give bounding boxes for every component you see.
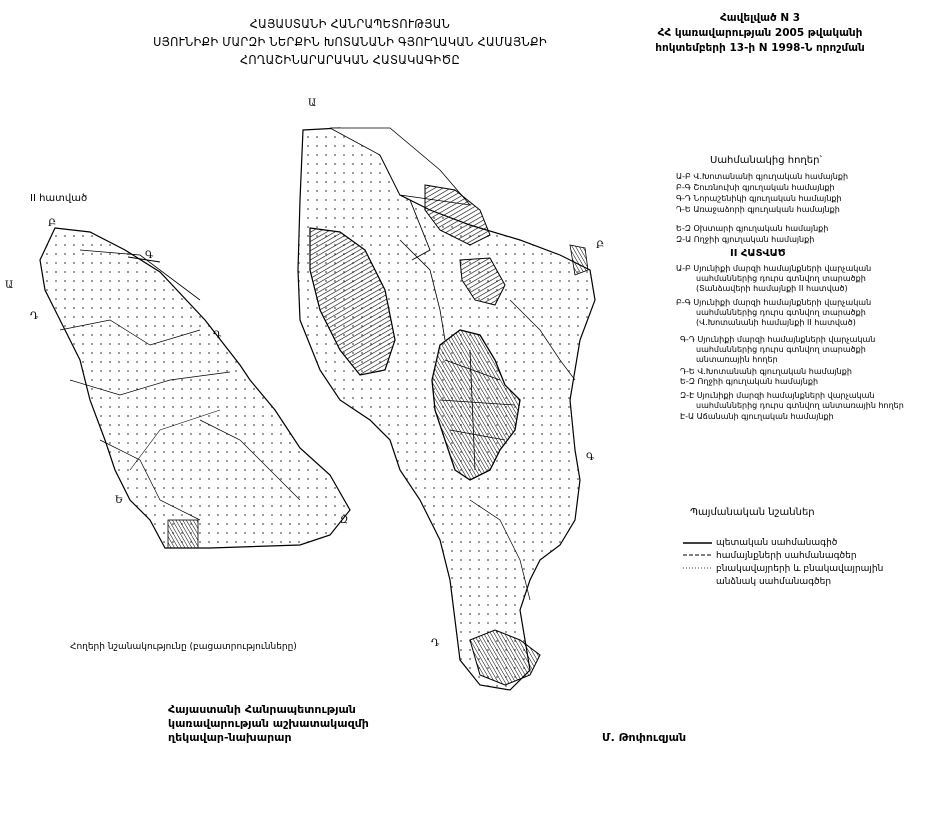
legend-heading: Սահմանակից հողեր՝ xyxy=(710,155,822,166)
map-title-line-1: ՀԱՅԱՍՏԱՆԻ ՀԱՆՐԱՊԵՏՈՒԹՅԱՆ xyxy=(249,16,451,31)
legend-item-1: Ա-Բ Վ.Խոտանանի գյուղական համայնքի xyxy=(676,172,849,181)
inset-point-b: Բ xyxy=(48,218,57,229)
legend-s2-line-8: սահմաններից դուրս գտնվող տարածքի xyxy=(696,345,866,354)
legend-s2-line-6: (Վ.Խոտանանի համայնքի II հատված) xyxy=(696,318,856,327)
legend-item-4: Դ-Ե Առաջաձորի գյուղական համայնքի xyxy=(676,205,840,214)
main-point-d: Դ xyxy=(431,638,440,649)
inset-point-e: Ե xyxy=(115,495,124,506)
legend-s2-line-9: անտառային հողեր xyxy=(696,355,778,364)
inset-title: II հատված xyxy=(30,193,88,204)
inset-caption: Հողերի նշանակությունը (բացատրությունները) xyxy=(70,642,297,652)
inset-point-d2: Դ xyxy=(213,330,222,341)
legend-section2-heading: II ՀԱՏՎԱԾ xyxy=(730,248,786,259)
legend-s2-line-14: Է-Ա Աճանանի գյուղական համայնքի xyxy=(680,412,834,421)
legend-s2-line-12: Զ-Է Սյունիքի մարզի համայնքների վարչական xyxy=(680,391,875,400)
inset-point-d1: Դ xyxy=(30,311,39,322)
main-point-b: Բ xyxy=(596,240,605,251)
legend-item-5: Ե-Զ Օխտարի գյուղական համայնքի xyxy=(676,224,829,233)
inset-point-g: Գ xyxy=(145,250,154,261)
symbol-label-2: համայնքների սահմանագծեր xyxy=(716,551,857,561)
legend-s2-line-13: սահմաններից դուրս գտնվող անտառային հողեր xyxy=(696,401,904,410)
legend-s2-line-11: Ե-Զ Ողջիի գյուղական համայնքի xyxy=(680,377,819,386)
symbol-label-1: պետական սահմանագիծ xyxy=(716,538,838,548)
legend-s2-line-1: Ա-Բ Սյունիքի մարզի համայնքների վարչական xyxy=(676,264,872,273)
legend-symbols xyxy=(683,543,712,568)
annex-line-2: ՀՀ կառավարության 2005 թվականի xyxy=(657,27,863,39)
symbol-label-3: բնակավայրերի և բնակավայրային xyxy=(716,564,884,574)
signature-position-3: ղեկավար-նախարար xyxy=(168,731,292,744)
legend-s2-line-3: (Տանձավերի համայնքի II հատված) xyxy=(696,284,848,293)
main-point-a: Ա xyxy=(308,98,317,109)
legend-s2-line-2: սահմաններից դուրս գտնվող տարածքի xyxy=(696,274,866,283)
legend-s2-line-5: սահմաններից դուրս գտնվող տարածքի xyxy=(696,308,866,317)
legend-item-6: Զ-Ա Ողջիի գյուղական համայնքի xyxy=(676,235,815,244)
annex-line-3: հոկտեմբերի 13-ի N 1998-Ն որոշման xyxy=(655,42,865,54)
inset-point-a: Ա xyxy=(5,280,14,291)
annex-line-1: Հավելված N 3 xyxy=(719,12,801,24)
symbol-label-4: անձնակ սահմանագծեր xyxy=(716,577,832,587)
legend-item-2: Բ-Գ Շուռնուխի գյուղական համայնքի xyxy=(676,183,835,192)
inset-point-z: Զ xyxy=(340,515,349,526)
symbols-heading: Պայմանական նշաններ xyxy=(690,507,815,518)
signature-name: Մ. Թոփուզյան xyxy=(602,731,687,744)
map-title-line-3: ՀՈՂԱՇԻՆԱՐԱՐԱԿԱՆ ՀԱՏԱԿԱԳԻԾԸ xyxy=(240,52,460,67)
main-map xyxy=(298,128,595,690)
legend-item-3: Գ-Դ Նորաշենիկի գյուղական համայնքի xyxy=(676,194,842,203)
main-point-g: Գ xyxy=(586,452,595,463)
signature-position-1: Հայաստանի Հանրապետության xyxy=(168,703,356,716)
signature-position-2: կառավարության աշխատակազմի xyxy=(168,717,369,730)
legend-s2-line-7: Գ-Դ Սյունիքի մարզի համայնքների վարչական xyxy=(680,335,876,344)
map-title-line-2: ՍՅՈՒՆԻՔԻ ՄԱՐԶԻ ՆԵՐՔԻՆ ԽՈՏԱՆԱՆԻ ԳՅՈՒՂԱԿԱՆ ՀԱՄԱՅՆՔԻ xyxy=(153,34,547,49)
legend-s2-line-4: Բ-Գ Սյունիքի մարզի համայնքների վարչական xyxy=(676,298,872,307)
legend-s2-line-10: Դ-Ե Վ.Խոտանանի գյուղական համայնքի xyxy=(680,367,852,376)
